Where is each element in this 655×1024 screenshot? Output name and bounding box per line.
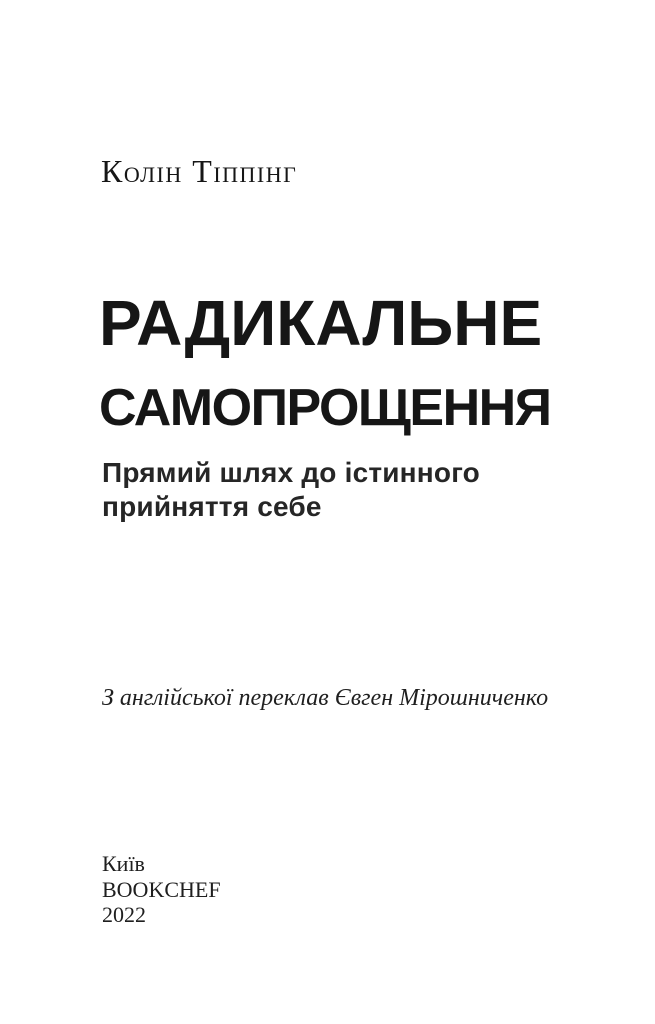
book-subtitle (102, 456, 480, 524)
imprint-block (102, 851, 221, 928)
book-subtitle-line-2: прийняття себе (102, 491, 322, 522)
book-subtitle-line-1: Прямий шлях до істинного (102, 457, 480, 488)
imprint-year: 2022 (102, 902, 146, 927)
imprint-publisher: BOOKCHEF (102, 876, 221, 902)
book-title-line-2: САМОПРОЩЕННЯ (99, 379, 551, 437)
book-title (99, 287, 551, 437)
imprint-city: Київ (102, 851, 145, 876)
book-title-line-1: РАДИКАЛЬНЕ (99, 287, 543, 359)
translator-credit: З англійської переклав Євген Мірошниченко (102, 685, 549, 711)
author-name: Колін Тіппінг (101, 153, 298, 189)
